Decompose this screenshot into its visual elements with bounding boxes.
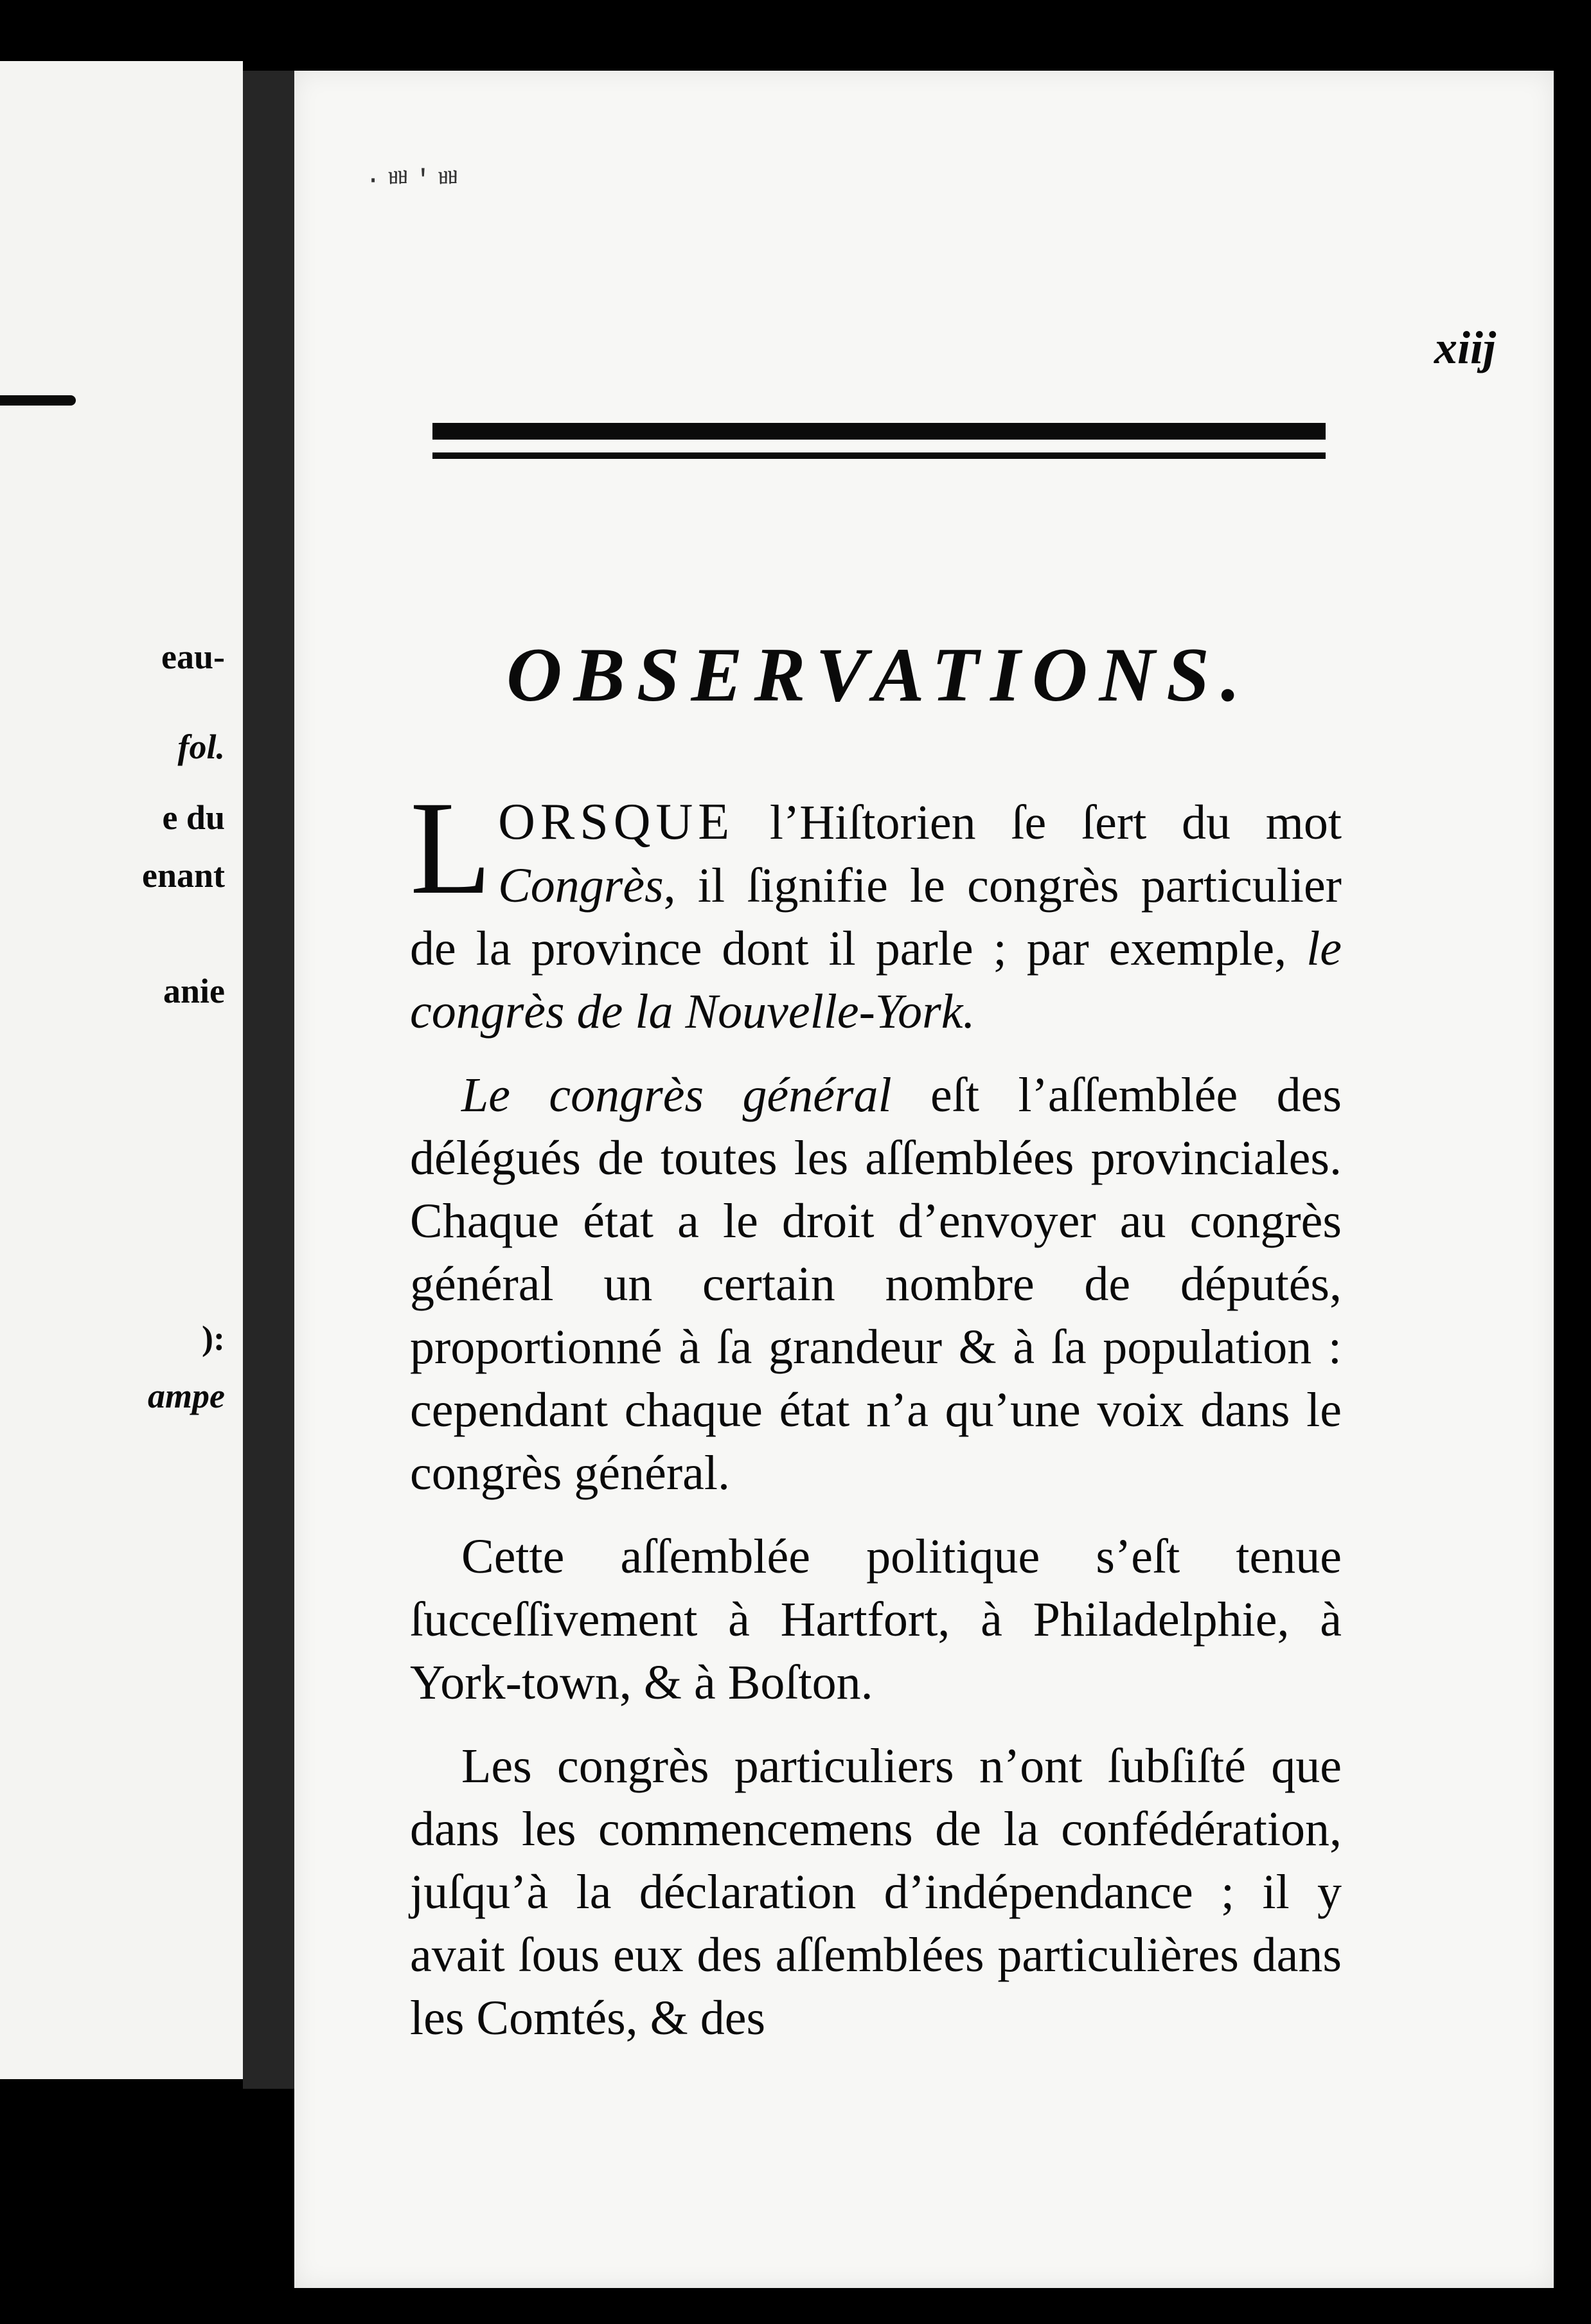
left-page-fragment: e du (162, 798, 225, 837)
paragraph-2 (410, 1064, 1342, 1505)
text-run: eſt l’aſſemblée des délégués de toutes les aſſemblées provinciales. Chaque état a le droit d’envoyer au congrès général un certain nombre de députés, proportionné à ſa grandeur & à ſa population : cependant chaque état n’a qu’une voix dans le congrès général. (410, 1068, 1342, 1500)
text-run: , il ſignifie le congrès particulier de la province dont il parle ; par exemple, (410, 859, 1342, 976)
paragraph-3: Cette aſſemblée politique s’eſt tenue ſucceſſivement à Hartfort, à Philadelphie, à York-town, & à Boſton. (410, 1530, 1342, 1710)
left-page-fragment: eau- (161, 638, 225, 676)
book-gutter (243, 71, 296, 2089)
left-page-fragment: ampe (148, 1377, 225, 1415)
body-text (410, 774, 1342, 2070)
drop-cap: L (410, 774, 492, 922)
page-number: xiij (1434, 322, 1496, 373)
left-page-fragment: fol. (177, 728, 225, 766)
text-run: l’Hiſtorien ſe ſert du mot (734, 796, 1342, 850)
left-facing-page (0, 61, 243, 2079)
header-rule-thin (432, 452, 1326, 459)
left-page-fragment: enant (141, 856, 225, 895)
paragraph-4: Les congrès particuliers n’ont ſubſiſté que dans les commencemens de la confédération, juſqu’à la déclaration d’indépendance ; il y avait ſous eux des aſſemblées particulières dans les Comtés, & des (410, 1739, 1342, 2045)
book-page (294, 71, 1554, 2288)
left-page-fragment: ): (202, 1319, 225, 1357)
paragraph-1 (410, 774, 1342, 1043)
small-caps-word: ORSQUE (498, 794, 735, 850)
italic-run: Le congrès général (461, 1068, 892, 1122)
italic-run: le congrès de la Nouvelle-York. (410, 922, 1342, 1039)
left-page-fragment: anie (163, 972, 225, 1010)
header-rule-thick (432, 423, 1326, 440)
italic-run: Congrès (498, 859, 664, 913)
library-stamp: ·ㅃ'ㅃ (365, 165, 465, 196)
section-heading: OBSERVATIONS. (506, 632, 1252, 717)
left-page-rule (0, 395, 76, 406)
